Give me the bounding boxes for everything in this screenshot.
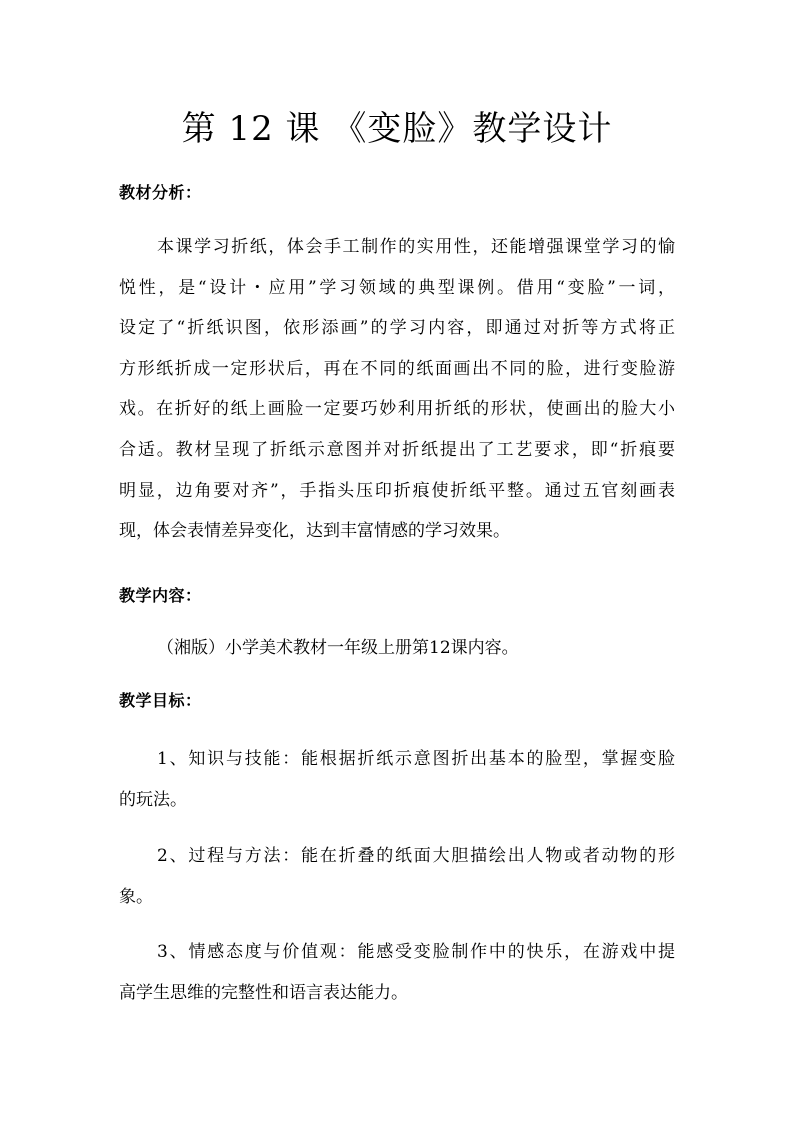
analysis-line: 现，体会表情差异变化，达到丰富情感的学习效果。 [119,521,510,542]
analysis-line: 合适。教材呈现了折纸示意图并对折纸提出了工艺要求，即“折痕要 [119,439,675,460]
analysis-line: 设定了“折纸识图，依形添画”的学习内容，即通过对折等方式将正 [119,318,675,339]
objective-item-3 [119,932,675,1013]
content-text: （湘版）小学美术教材一年级上册第12课内容。 [157,638,519,658]
analysis-line: 本课学习折纸，体会手工制作的实用性，还能增强课堂学习的愉 [157,237,675,257]
objective-line: 2、过程与方法：能在折叠的纸面大胆描绘出人物或者动物的形 [157,846,675,866]
analysis-paragraph [119,227,675,552]
objective-line: 1、知识与技能：能根据折纸示意图折出基本的脸型，掌握变脸 [157,749,675,769]
section-heading-analysis: 教材分析： [119,183,202,202]
analysis-line: 明显，边角要对齐”，手指头压印折痕使折纸平整。通过五官刻画表 [119,480,675,501]
objective-line: 象。 [119,886,153,907]
analysis-line: 悦性，是“设计・应用”学习领域的典型课例。借用“变脸”一词， [119,277,675,298]
analysis-line: 方形纸折成一定形状后，再在不同的纸面画出不同的脸，进行变脸游 [119,358,675,379]
section-heading-content: 教学内容： [119,586,202,605]
analysis-line: 戏。在折好的纸上画脸一定要巧妙利用折纸的形状，使画出的脸大小 [119,399,675,420]
section-heading-objectives: 教学目标： [119,691,202,710]
page-title: 第 12 课 《变脸》教学设计 [181,109,613,149]
objective-line: 高学生思维的完整性和语言表达能力。 [119,982,408,1003]
objective-item-2 [119,836,675,917]
objective-line: 的玩法。 [119,789,187,810]
objective-line: 3、情感态度与价值观：能感受变脸制作中的快乐，在游戏中提 [157,942,675,962]
objective-item-1 [119,739,675,820]
